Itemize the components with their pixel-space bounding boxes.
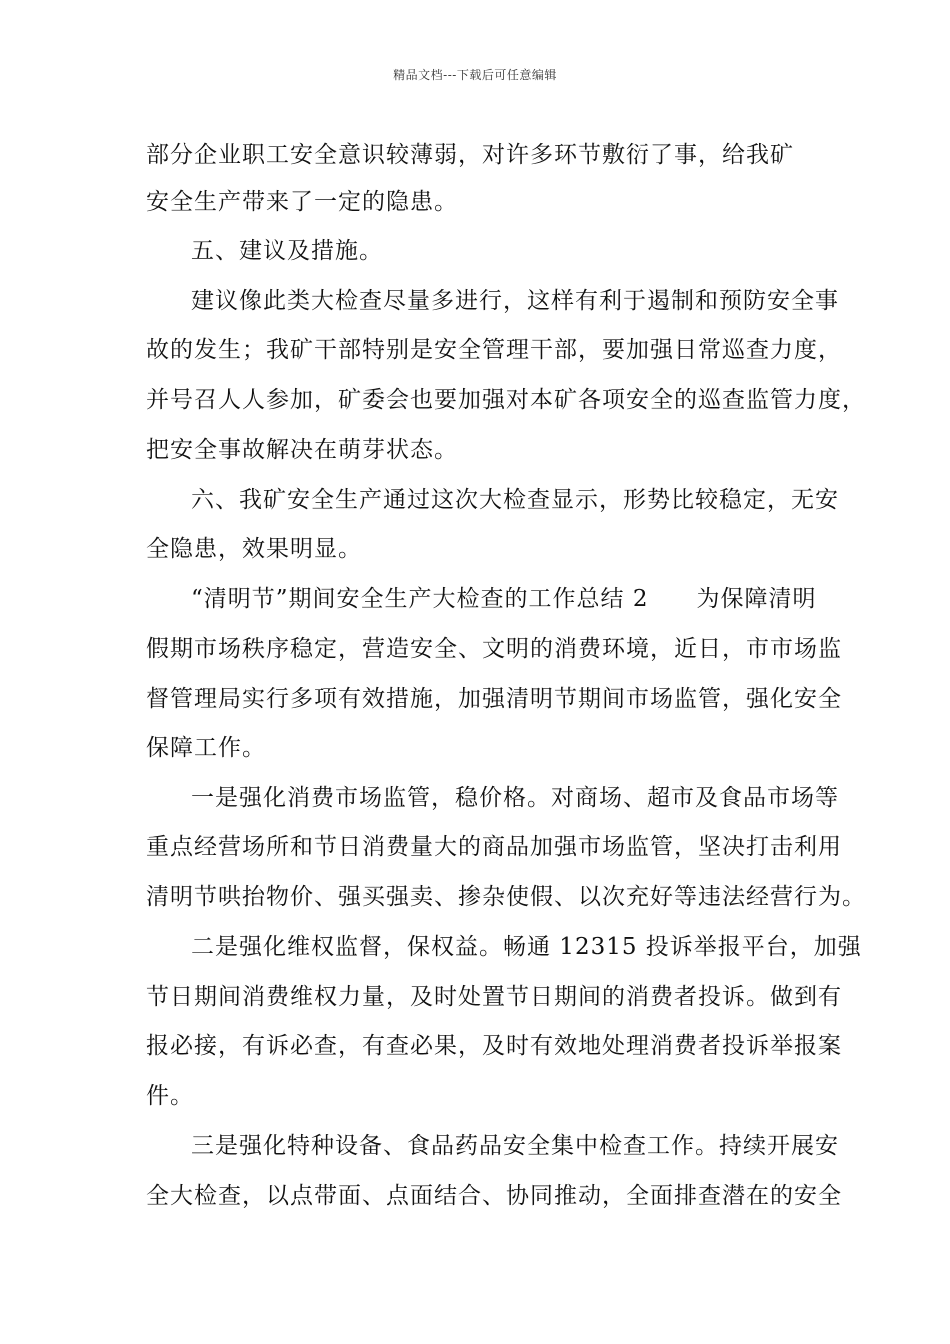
- text-line: 节日期间消费维权力量，及时处置节日期间的消费者投诉。做到有: [146, 984, 842, 1010]
- text-line: “清明节”期间安全生产大检查的工作总结 2 为保障清明: [191, 586, 817, 612]
- page-header: 精品文档---下载后可任意编辑: [393, 68, 557, 82]
- text-line: 报必接，有诉必查，有查必果，及时有效地处理消费者投诉举报案: [146, 1033, 842, 1059]
- section-heading: 五、建议及措施。: [191, 238, 383, 264]
- text-line: 一是强化消费市场监管，稳价格。对商场、超市及食品市场等: [191, 785, 839, 811]
- text-line: 保障工作。: [146, 735, 266, 761]
- text-line: 把安全事故解决在萌芽状态。: [146, 437, 458, 463]
- text-line: 并号召人人参加，矿委会也要加强对本矿各项安全的巡查监管力度，: [146, 387, 866, 413]
- text-line: 督管理局实行多项有效措施，加强清明节期间市场监管，强化安全: [146, 686, 842, 712]
- text-line: 二是强化维权监督，保权益。畅通 12315 投诉举报平台，加强: [191, 934, 862, 960]
- text-line: 六、我矿安全生产通过这次大检查显示，形势比较稳定，无安: [191, 487, 839, 513]
- text-line: 假期市场秩序稳定，营造安全、文明的消费环境，近日，市市场监: [146, 636, 842, 662]
- text-line: 安全生产带来了一定的隐患。: [146, 189, 458, 215]
- text-line: 重点经营场所和节日消费量大的商品加强市场监管，坚决打击利用: [146, 834, 842, 860]
- text-line: 全隐患，效果明显。: [146, 536, 362, 562]
- text-line: 件。: [146, 1083, 194, 1109]
- text-line: 故的发生；我矿干部特别是安全管理干部，要加强日常巡查力度，: [146, 337, 842, 363]
- text-line: 部分企业职工安全意识较薄弱，对许多环节敷衍了事，给我矿: [146, 142, 794, 168]
- text-line: 三是强化特种设备、食品药品安全集中检查工作。持续开展安: [191, 1133, 839, 1159]
- text-line: 全大检查，以点带面、点面结合、协同推动，全面排查潜在的安全: [146, 1183, 842, 1209]
- text-line: 清明节哄抬物价、强买强卖、掺杂使假、以次充好等违法经营行为。: [146, 884, 866, 910]
- text-line: 建议像此类大检查尽量多进行，这样有利于遏制和预防安全事: [191, 288, 839, 314]
